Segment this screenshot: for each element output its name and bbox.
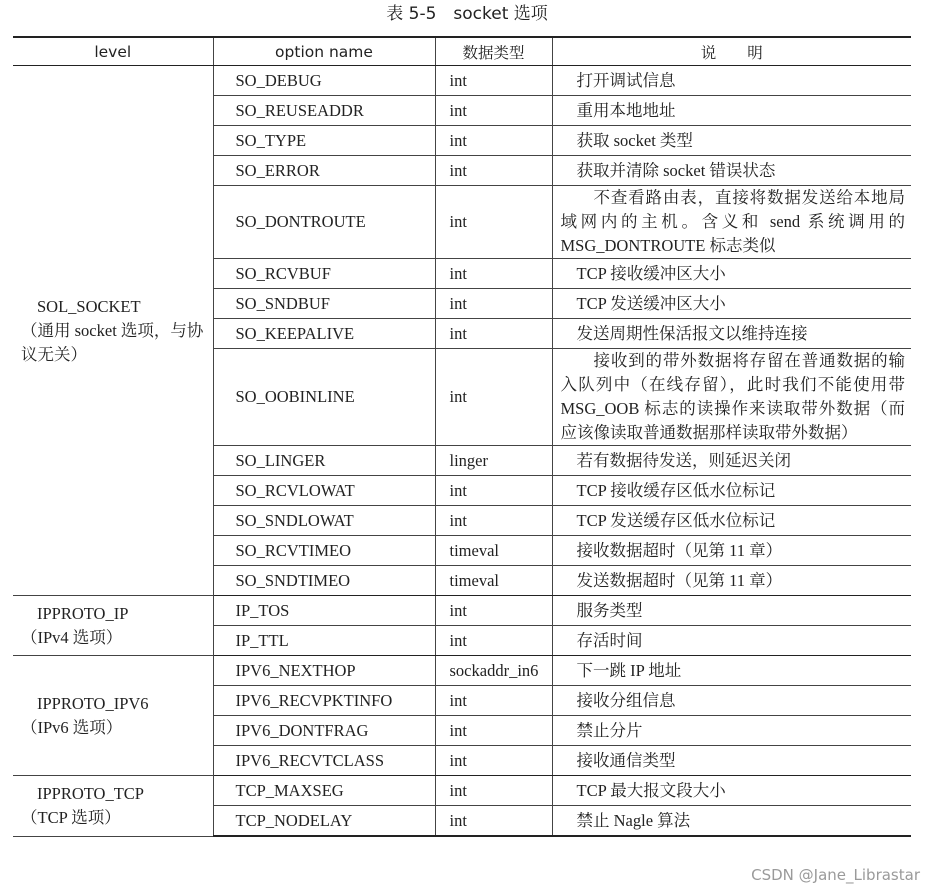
header-level: level — [13, 37, 213, 66]
level-cell — [13, 66, 213, 596]
description-cell: 获取并清除 socket 错误状态 — [552, 156, 911, 186]
option-name-cell: SO_ERROR — [213, 156, 435, 186]
option-name-cell: IP_TOS — [213, 596, 435, 626]
header-description: 说 明 — [552, 37, 911, 66]
option-name-cell: SO_SNDBUF — [213, 289, 435, 319]
description-cell: TCP 发送缓冲区大小 — [552, 289, 911, 319]
data-type-cell: timeval — [435, 536, 552, 566]
option-name-cell: TCP_NODELAY — [213, 806, 435, 837]
data-type-cell: int — [435, 626, 552, 656]
header-option-name: option name — [213, 37, 435, 66]
table-row — [13, 776, 911, 806]
description-cell: 打开调试信息 — [552, 66, 911, 96]
level-note: （TCP 选项） — [21, 807, 121, 827]
option-name-cell: IPV6_RECVPKTINFO — [213, 686, 435, 716]
data-type-cell: int — [435, 506, 552, 536]
level-note: （IPv4 选项） — [21, 627, 123, 647]
data-type-cell: int — [435, 746, 552, 776]
description-cell: 接收数据超时（见第 11 章） — [552, 536, 911, 566]
description-cell: 发送数据超时（见第 11 章） — [552, 566, 911, 596]
table-row — [13, 656, 911, 686]
data-type-cell: int — [435, 596, 552, 626]
description-cell: 存活时间 — [552, 626, 911, 656]
option-name-cell: SO_RCVBUF — [213, 259, 435, 289]
data-type-cell: int — [435, 186, 552, 259]
option-name-cell: SO_TYPE — [213, 126, 435, 156]
level-name: IPPROTO_IPV6 — [37, 693, 149, 713]
level-name: IPPROTO_IP — [37, 603, 129, 623]
description-cell: 下一跳 IP 地址 — [552, 656, 911, 686]
data-type-cell: int — [435, 126, 552, 156]
option-name-cell: IPV6_NEXTHOP — [213, 656, 435, 686]
option-name-cell: SO_SNDLOWAT — [213, 506, 435, 536]
data-type-cell: linger — [435, 446, 552, 476]
description-cell: 接收到的带外数据将存留在普通数据的输入队列中（在线存留），此时我们不能使用带 MSG_OOB 标志的读操作来读取带外数据（而应该像读取普通数据那样读取带外数据） — [552, 349, 911, 446]
description-cell: 接收分组信息 — [552, 686, 911, 716]
level-cell — [13, 776, 213, 837]
option-name-cell: SO_LINGER — [213, 446, 435, 476]
description-cell: 接收通信类型 — [552, 746, 911, 776]
data-type-cell: timeval — [435, 566, 552, 596]
option-name-cell: SO_DEBUG — [213, 66, 435, 96]
description-cell: 服务类型 — [552, 596, 911, 626]
table-row — [13, 596, 911, 626]
description-cell: 获取 socket 类型 — [552, 126, 911, 156]
data-type-cell: int — [435, 806, 552, 837]
level-name: SOL_SOCKET — [37, 296, 141, 316]
option-name-cell: SO_KEEPALIVE — [213, 319, 435, 349]
data-type-cell: int — [435, 476, 552, 506]
data-type-cell: int — [435, 319, 552, 349]
option-name-cell: IPV6_DONTFRAG — [213, 716, 435, 746]
option-name-cell: SO_OOBINLINE — [213, 349, 435, 446]
description-cell: 不查看路由表，直接将数据发送给本地局域网内的主机。含义和 send 系统调用的 MSG_DONTROUTE 标志类似 — [552, 186, 911, 259]
data-type-cell: int — [435, 289, 552, 319]
socket-options-table — [13, 36, 911, 837]
data-type-cell: int — [435, 776, 552, 806]
header-row — [13, 37, 911, 66]
description-cell: TCP 最大报文段大小 — [552, 776, 911, 806]
level-note: （IPv6 选项） — [21, 717, 123, 737]
description-cell: TCP 接收缓冲区大小 — [552, 259, 911, 289]
header-data-type: 数据类型 — [435, 37, 552, 66]
data-type-cell: int — [435, 66, 552, 96]
table-row — [13, 66, 911, 96]
level-name: IPPROTO_TCP — [37, 783, 144, 803]
level-cell — [13, 656, 213, 776]
description-cell: 发送周期性保活报文以维持连接 — [552, 319, 911, 349]
option-name-cell: TCP_MAXSEG — [213, 776, 435, 806]
data-type-cell: int — [435, 686, 552, 716]
option-name-cell: SO_RCVLOWAT — [213, 476, 435, 506]
data-type-cell: int — [435, 716, 552, 746]
option-name-cell: SO_SNDTIMEO — [213, 566, 435, 596]
watermark: CSDN @Jane_Librastar — [751, 866, 920, 884]
data-type-cell: int — [435, 96, 552, 126]
description-cell: 若有数据待发送，则延迟关闭 — [552, 446, 911, 476]
description-cell: 重用本地地址 — [552, 96, 911, 126]
option-name-cell: SO_DONTROUTE — [213, 186, 435, 259]
level-cell — [13, 596, 213, 656]
data-type-cell: int — [435, 259, 552, 289]
description-cell: TCP 接收缓存区低水位标记 — [552, 476, 911, 506]
option-name-cell: SO_RCVTIMEO — [213, 536, 435, 566]
option-name-cell: IP_TTL — [213, 626, 435, 656]
description-cell: 禁止分片 — [552, 716, 911, 746]
option-name-cell: SO_REUSEADDR — [213, 96, 435, 126]
option-name-cell: IPV6_RECVTCLASS — [213, 746, 435, 776]
data-type-cell: sockaddr_in6 — [435, 656, 552, 686]
table-caption: 表 5-5 socket 选项 — [386, 4, 548, 24]
description-cell: TCP 发送缓存区低水位标记 — [552, 506, 911, 536]
description-cell: 禁止 Nagle 算法 — [552, 806, 911, 837]
data-type-cell: int — [435, 349, 552, 446]
data-type-cell: int — [435, 156, 552, 186]
level-note: （通用 socket 选项，与协议无关） — [21, 320, 204, 364]
